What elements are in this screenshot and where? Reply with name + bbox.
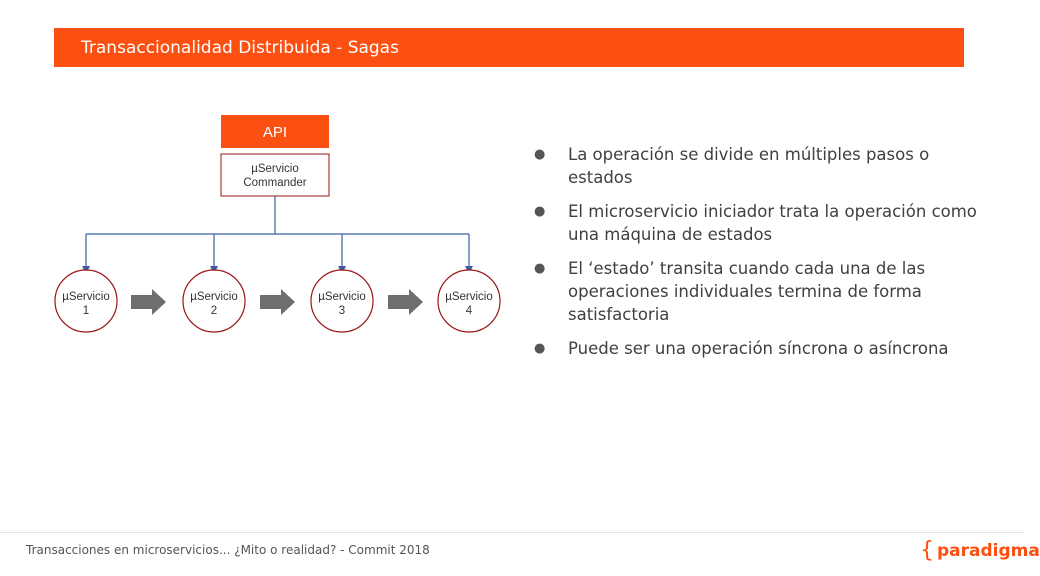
api-label: API: [262, 124, 288, 141]
commander-label-line1: µServicio: [251, 163, 299, 175]
service-node-1: [55, 270, 117, 332]
logo-wordmark: paradigma: [937, 541, 1040, 561]
bullet-dot-icon: ●: [534, 261, 546, 276]
commander-box: [221, 154, 329, 196]
footer-divider: [0, 532, 1024, 533]
bullet-text: El ‘estado’ transita cuando cada una de las operaciones individuales termina de forma satisfactoria: [568, 259, 926, 324]
bullet-text: Puede ser una operación síncrona o asíncrona: [568, 339, 949, 358]
flow-arrow-2-to-3: [260, 289, 295, 315]
service-1-line2: 1: [82, 305, 90, 317]
footer-caption: Transacciones en microservicios... ¿Mito o realidad? - Commit 2018: [26, 543, 430, 557]
bullet-item: [534, 257, 984, 326]
service-1-line1: µServicio: [62, 291, 110, 303]
flow-arrow-1-to-2: [131, 289, 166, 315]
service-4-line1: µServicio: [445, 291, 493, 303]
service-node-4: [438, 270, 500, 332]
service-3-line1: µServicio: [318, 291, 366, 303]
service-2-line1: µServicio: [190, 291, 238, 303]
connector-lines: [86, 196, 469, 270]
bullet-list: [534, 143, 984, 371]
logo-brace-icon: {: [920, 538, 934, 563]
bullet-text: La operación se divide en múltiples pasos o estados: [568, 145, 930, 187]
bullet-dot-icon: ●: [534, 204, 546, 219]
bullet-dot-icon: ●: [534, 341, 546, 356]
bullet-item: [534, 200, 984, 246]
paradigma-logo: [920, 540, 1040, 562]
service-3-line2: 3: [338, 305, 346, 317]
service-4-line2: 4: [465, 305, 473, 317]
commander-label-line2: Commander: [243, 177, 307, 189]
bullet-item: [534, 337, 984, 360]
flow-arrow-3-to-4: [388, 289, 423, 315]
service-node-3: [311, 270, 373, 332]
service-2-line2: 2: [210, 305, 218, 317]
bullet-text: El microservicio iniciador trata la operación como una máquina de estados: [568, 202, 977, 244]
bullet-dot-icon: ●: [534, 147, 546, 162]
slide-title: Transaccionalidad Distribuida - Sagas: [81, 37, 399, 58]
service-node-2: [183, 270, 245, 332]
bullet-item: [534, 143, 984, 189]
